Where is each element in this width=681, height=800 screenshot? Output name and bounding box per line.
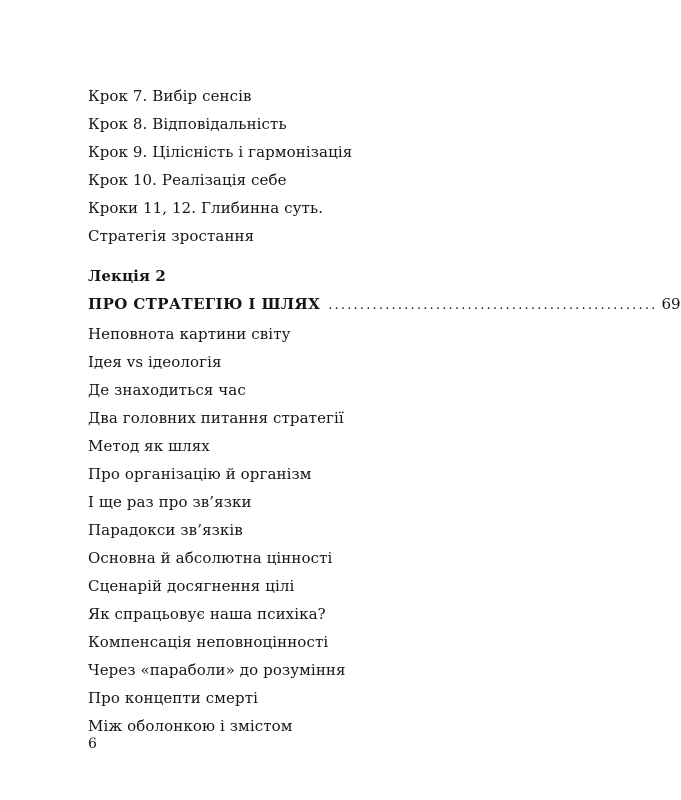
toc-item: І ще раз про зв’язки: [88, 493, 252, 511]
toc-item: Між оболонкою і змістом: [88, 717, 293, 735]
toc-item: Як спрацьовує наша психіка?: [88, 605, 326, 623]
toc-item: Кроки 11, 12. Глибинна суть.: [88, 199, 324, 217]
lecture-label: Лекція 2: [88, 267, 166, 285]
toc-item: Де знаходиться час: [88, 381, 246, 399]
toc-item: Крок 9. Цілісність і гармонізація: [88, 143, 353, 161]
toc-item: Парадокси зв’язків: [88, 521, 243, 539]
chapter-entry: [88, 294, 681, 318]
page-number: 6: [88, 736, 97, 752]
toc-item: Неповнота картини світу: [88, 325, 291, 343]
toc-item: Два головних питання стратегії: [88, 409, 344, 427]
toc-item: Сценарій досягнення цілі: [88, 577, 295, 595]
toc-item: Метод як шлях: [88, 437, 210, 455]
toc-item: Крок 8. Відповідальність: [88, 115, 287, 133]
toc-item: Ідея vs ідеологія: [88, 353, 222, 371]
toc-item: Основна й абсолютна цінності: [88, 549, 333, 567]
toc-item: Про організацію й організм: [88, 465, 312, 483]
chapter-page-number: 69: [661, 295, 681, 313]
dot-leaders: ....................................................: [328, 298, 658, 313]
toc-item: Про концепти смерті: [88, 689, 259, 707]
toc-item: Через «параболи» до розуміння: [88, 661, 346, 679]
toc-item: Крок 7. Вибір сенсів: [88, 87, 252, 105]
toc-item: Компенсація неповноцінності: [88, 633, 329, 651]
chapter-title: ПРО СТРАТЕГІЮ І ШЛЯХ: [88, 295, 321, 313]
toc-item: Стратегія зростання: [88, 227, 255, 245]
toc-item: Крок 10. Реалізація себе: [88, 171, 287, 189]
